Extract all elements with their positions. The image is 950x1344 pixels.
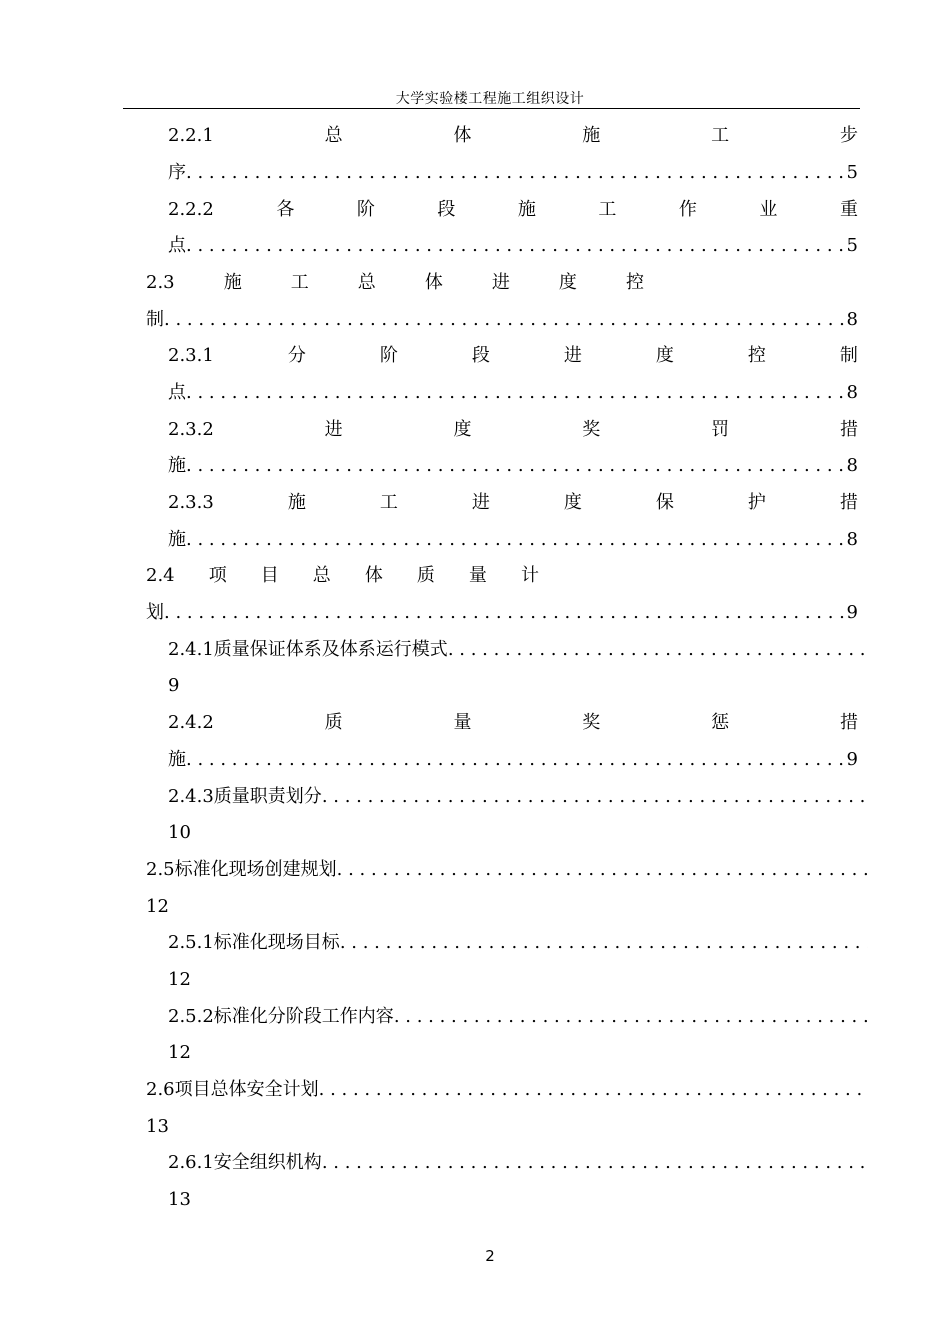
toc-entry-2-5-title[interactable]: 2.5标准化现场创建规划 . . .: [146, 857, 868, 883]
toc-entry-2-5-2-title[interactable]: 2.5.2标准化分阶段工作内容 . . .: [168, 1004, 868, 1030]
toc-page-number: 9: [846, 749, 858, 770]
toc-entry-2-2-1-leader[interactable]: 序 . . . 5: [168, 160, 858, 186]
toc-page-number: 8: [846, 455, 858, 476]
toc-entry-2-3-3-title[interactable]: 2.3.3 施 工 进 度 保 护 措: [168, 492, 858, 513]
dot-leader: [164, 307, 845, 333]
toc-entry-2-2-1-title[interactable]: 2.2.1 总 体 施 工 步: [168, 125, 858, 146]
toc-page-number: 9: [846, 602, 858, 623]
toc-entry-2-4-leader[interactable]: 划 . . . 9: [146, 600, 858, 626]
header-rule: [123, 108, 860, 109]
dot-leader: [164, 600, 845, 626]
toc-page-number: 8: [846, 529, 858, 550]
document-header-title: 大学实验楼工程施工组织设计: [395, 91, 585, 107]
toc-page-number[interactable]: 9: [168, 675, 180, 696]
toc-page-number[interactable]: 12: [168, 969, 191, 990]
toc-entry-2-3-title[interactable]: 2.3 施 工 总 体 进 度 控: [146, 272, 644, 293]
page-number: 2: [485, 1247, 495, 1265]
dot-leader: [337, 857, 868, 883]
dot-leader: [186, 160, 845, 186]
dot-leader: [322, 784, 868, 810]
toc-page-number: 8: [846, 309, 858, 330]
toc-entry-2-3-1-leader[interactable]: 点 . . . 8: [168, 380, 858, 406]
toc-page-number[interactable]: 10: [168, 822, 191, 843]
toc-entry-2-2-2-leader[interactable]: 点 . . . 5: [168, 233, 858, 259]
toc-page-number[interactable]: 12: [168, 1042, 191, 1063]
toc-entry-2-2-2-title[interactable]: 2.2.2 各 阶 段 施 工 作 业 重: [168, 199, 858, 220]
toc-entry-2-3-3-leader[interactable]: 施 . . . 8: [168, 527, 858, 553]
toc-entry-2-4-title[interactable]: 2.4 项 目 总 体 质 量 计: [146, 565, 539, 586]
toc-entry-2-5-1-title[interactable]: 2.5.1标准化现场目标 . . .: [168, 930, 868, 956]
toc-entry-2-6-1-title[interactable]: 2.6.1安全组织机构 . . .: [168, 1150, 868, 1176]
toc-page-number[interactable]: 13: [168, 1189, 191, 1210]
dot-leader: [186, 453, 845, 479]
dot-leader: [186, 380, 845, 406]
toc-entry-2-4-2-title[interactable]: 2.4.2 质 量 奖 惩 措: [168, 712, 858, 733]
dot-leader: [186, 747, 845, 773]
dot-leader: [322, 1150, 868, 1176]
toc-entry-2-4-3-title[interactable]: 2.4.3质量职责划分 . . .: [168, 784, 868, 810]
toc-entry-2-3-2-title[interactable]: 2.3.2 进 度 奖 罚 措: [168, 419, 858, 440]
toc-entry-2-4-1-title[interactable]: 2.4.1质量保证体系及体系运行模式 . . .: [168, 637, 868, 663]
dot-leader: [394, 1004, 868, 1030]
toc-entry-2-3-1-title[interactable]: 2.3.1 分 阶 段 进 度 控 制: [168, 345, 858, 366]
toc-page-number: 5: [846, 235, 858, 256]
toc-page-number[interactable]: 12: [146, 896, 169, 917]
toc-page-number: 5: [846, 162, 858, 183]
toc-entry-2-3-leader[interactable]: 制 . . . 8: [146, 307, 858, 333]
dot-leader: [448, 637, 868, 663]
dot-leader: [319, 1077, 868, 1103]
toc-page-number: 8: [846, 382, 858, 403]
toc-entry-2-6-title[interactable]: 2.6项目总体安全计划 . . .: [146, 1077, 868, 1103]
dot-leader: [340, 930, 868, 956]
dot-leader: [186, 233, 845, 259]
toc-page-number[interactable]: 13: [146, 1116, 169, 1137]
toc-entry-2-3-2-leader[interactable]: 施 . . . 8: [168, 453, 858, 479]
toc-entry-2-4-2-leader[interactable]: 施 . . . 9: [168, 747, 858, 773]
dot-leader: [186, 527, 845, 553]
